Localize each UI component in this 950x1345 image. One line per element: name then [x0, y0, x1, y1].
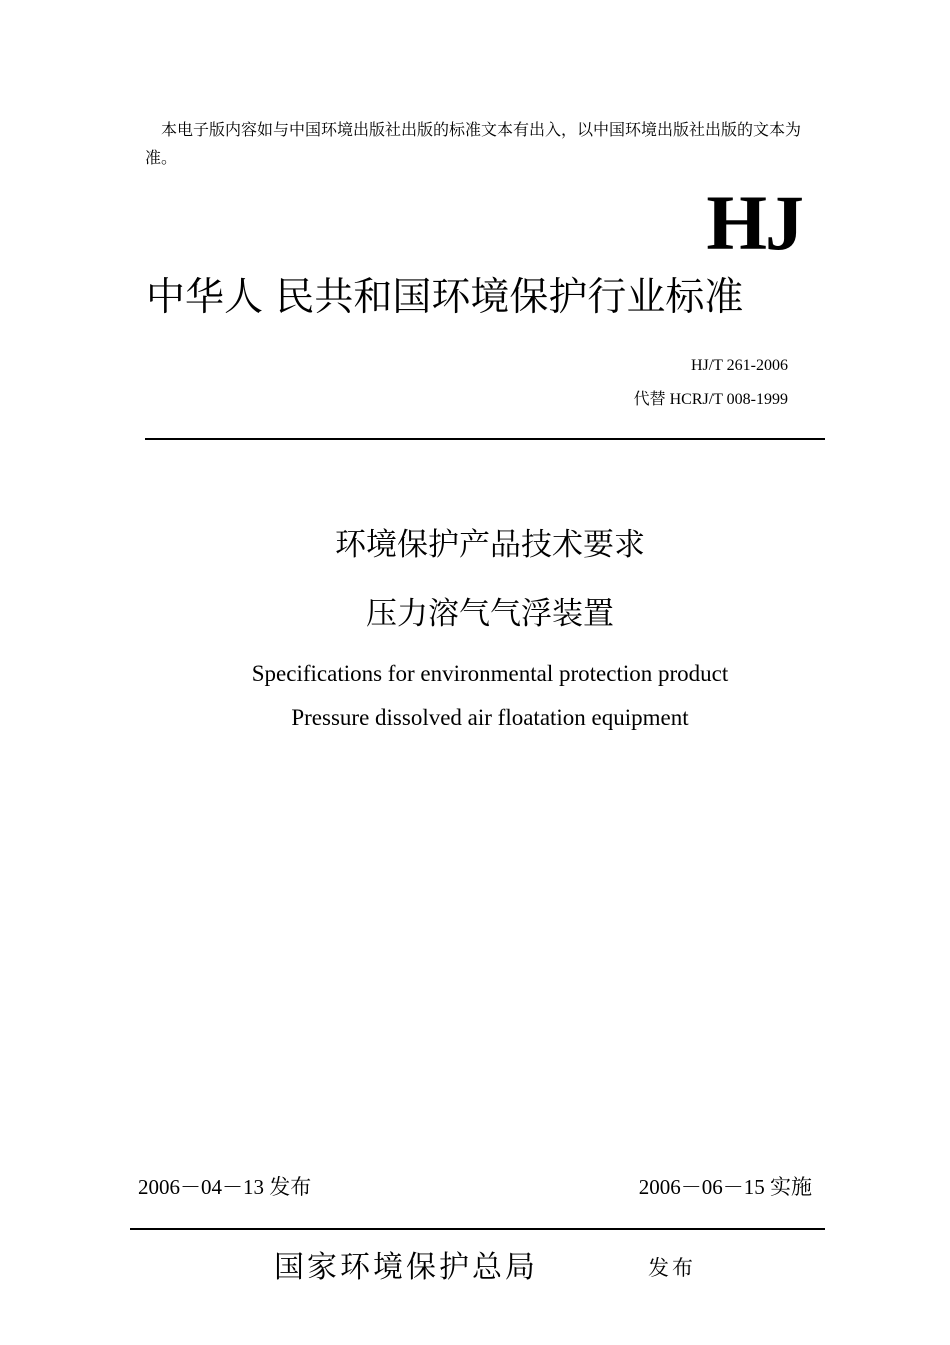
- publish-date: 2006－04－13 发布: [138, 1175, 312, 1199]
- implement-date: 2006－06－15 实施: [638, 1175, 812, 1199]
- standard-category: 中华人 民共和国环境保护行业标准: [146, 275, 744, 320]
- title-cn-line2: 压力溶气气浮装置: [366, 596, 614, 632]
- standard-code: HJ/T 261-2006: [690, 357, 788, 374]
- title-cn-line1: 环境保护产品技术要求: [335, 527, 645, 563]
- issuer-name: 国家环境保护总局: [274, 1250, 538, 1285]
- edition-notice: 本电子版内容如与中国环境出版社出版的标准文本有出入，以中国环境出版社出版的文本为准。: [145, 120, 802, 167]
- title-en-line2: Pressure dissolved air floatation equipment: [291, 705, 689, 730]
- hj-logo: HJ: [706, 179, 802, 266]
- replaces-code: 代替 HCRJ/T 008-1999: [633, 391, 788, 408]
- issuer-action: 发布: [648, 1256, 696, 1280]
- title-en-line1: Specifications for environmental protection product: [251, 661, 729, 686]
- top-divider: [145, 438, 825, 440]
- bottom-divider: [130, 1228, 825, 1230]
